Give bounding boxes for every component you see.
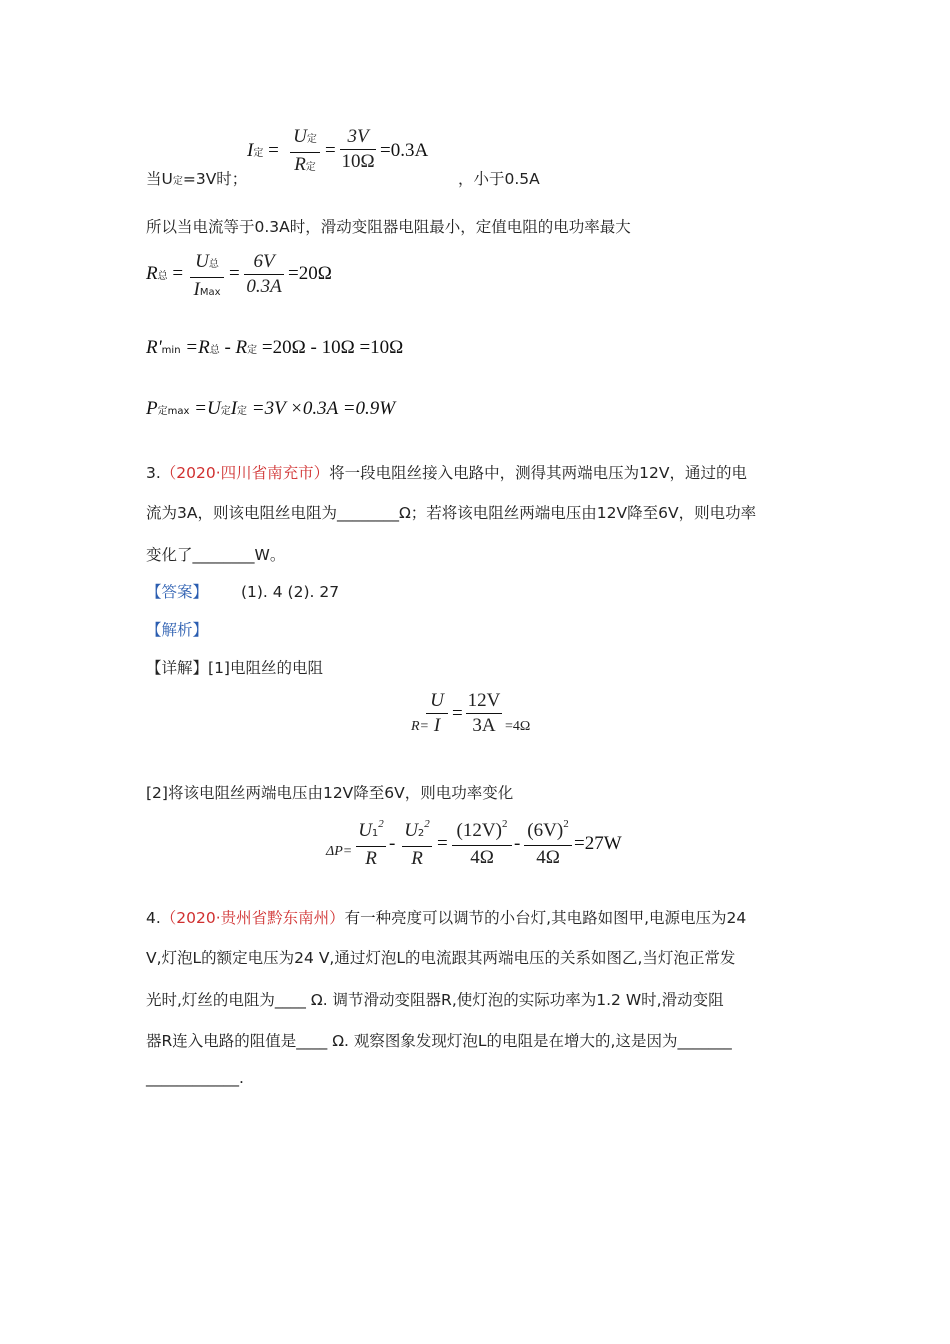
q3-line1: 3.（2020·四川省南充市）将一段电阻丝接入电路中，测得其两端电压为12V，通过的电	[146, 464, 748, 482]
q3-line2: 流为3A，则该电阻丝电阻为________Ω；若将该电阻丝两端电压由12V降至6V，则电功率	[146, 504, 757, 522]
equals-sign: =	[437, 833, 448, 854]
q4-line1: 4.（2020·贵州省黔东南州）有一种亮度可以调节的小台灯,其电路如图甲,电源电压为24	[146, 909, 747, 927]
analysis-label: 【解析】	[146, 621, 209, 639]
delta-p-result: =27W	[574, 833, 622, 854]
q4-source: （2020·贵州省黔东南州）	[160, 909, 345, 927]
r-result: =4Ω	[505, 719, 531, 734]
part2-line: [2]将该电阻丝两端电压由12V降至6V，则电功率变化	[146, 784, 514, 802]
answer-label: 【答案】	[146, 583, 209, 601]
fraction-u-total-over-imax: U总 IMax	[190, 251, 224, 304]
q4-line2: V,灯泡L的额定电压为24 V,通过灯泡L的电流跟其两端电压的关系如图乙,当灯泡正常发	[146, 949, 736, 967]
fraction-6v-over-03a: 6V 0.3A	[244, 251, 284, 298]
fraction-u2-squared: $U2^2$ R	[402, 820, 432, 870]
detail-label: 【详解】	[146, 659, 209, 677]
detail-line: 【详解】[1]电阻丝的电阻	[146, 659, 323, 677]
fraction-3v-10ohm: 3V 10Ω	[341, 126, 375, 172]
equals-sign: =	[325, 140, 336, 161]
fraction-u1-squared: $U1^2$ R	[356, 820, 386, 870]
r-total-result: =20Ω	[288, 263, 332, 284]
equals-sign: =	[452, 703, 463, 724]
q4-line5: ____________.	[146, 1069, 244, 1087]
r-total-lhs: R总 =	[146, 263, 184, 284]
condition-text: 当U定=3V时；	[146, 170, 248, 188]
fraction-12v-squared: $(12V)^2$ 4Ω	[452, 820, 512, 869]
minus-sign: -	[389, 833, 396, 854]
q3-line3: 变化了________W。	[146, 546, 286, 564]
comparison-text: ，小于0.5A	[458, 170, 540, 188]
current-symbol: I定 =	[247, 140, 279, 161]
fraction-12v-over-3a: 12V 3A	[467, 690, 501, 736]
conclusion-line: 所以当电流等于0.3A时，滑动变阻器电阻最小，定值电阻的电功率最大	[146, 218, 631, 236]
fraction-6v-squared: $(6V)^2$ 4Ω	[524, 820, 572, 869]
delta-p-lhs: ΔP=	[326, 844, 353, 859]
result-current: =0.3A	[380, 140, 429, 161]
p-max-equation: P定max =U定I定 =3V ×0.3A =0.9W	[146, 398, 396, 419]
r-min-equation: R'min =R总 - R定 =20Ω - 10Ω =10Ω	[146, 337, 404, 358]
fraction-u-over-r: U定 R定	[290, 126, 320, 179]
r-lhs: R=	[411, 719, 429, 734]
q4-line3: 光时,灯丝的电阻为____ Ω. 调节滑动变阻器R,使灯泡的实际功率为1.2 W时,滑动变阻	[146, 991, 724, 1009]
minus-sign: -	[514, 833, 521, 854]
q3-source: （2020·四川省南充市）	[160, 464, 330, 482]
equals-sign: =	[229, 263, 240, 284]
answer-text: (1). 4 (2). 27	[240, 583, 340, 601]
fraction-u-over-i: U I	[426, 690, 448, 737]
q4-line4: 器R连入电路的阻值是____ Ω. 观察图象发现灯泡L的电阻是在增大的,这是因为_______	[146, 1032, 732, 1050]
answer-row	[146, 580, 339, 602]
